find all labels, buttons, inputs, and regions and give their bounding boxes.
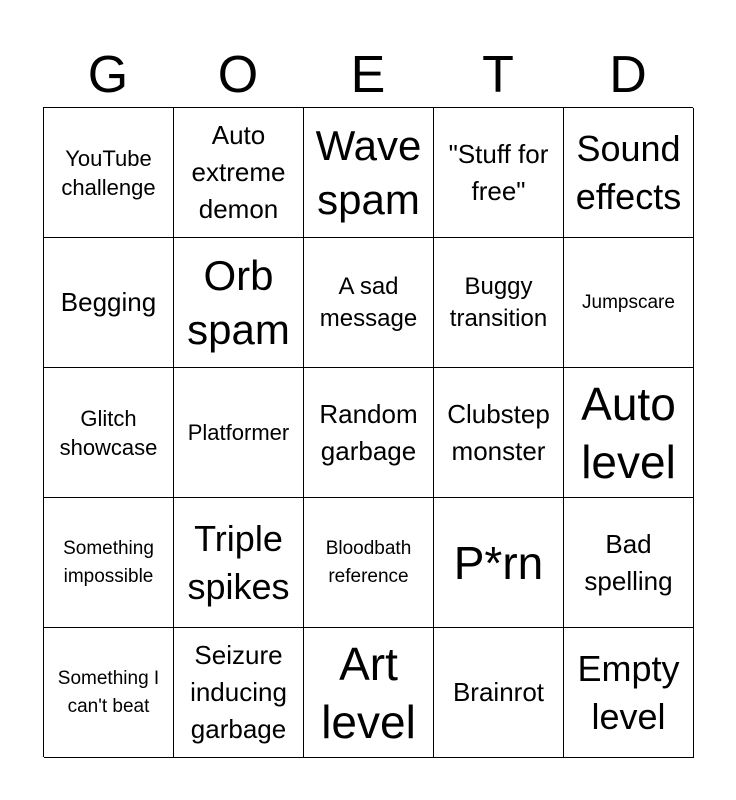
cell-label: Sound effects (575, 127, 682, 217)
cell-label: P*rn (453, 536, 544, 589)
bingo-cell-r3c5[interactable] (564, 368, 694, 498)
cell-label: Empty level (577, 647, 680, 737)
cell-label: Glitch showcase (59, 405, 158, 460)
bingo-cell-r1c4[interactable] (434, 108, 564, 238)
bingo-header (43, 44, 693, 106)
header-letter-t: T (482, 46, 514, 104)
cell-label: YouTube challenge (61, 145, 156, 200)
cell-label: Something impossible (63, 537, 154, 587)
bingo-cell-r4c2[interactable] (174, 498, 304, 628)
bingo-cell-r3c1[interactable] (44, 368, 174, 498)
cell-label: Seizure inducing garbage (190, 640, 287, 744)
cell-label: Jumpscare (582, 291, 675, 313)
bingo-cell-r3c2[interactable] (174, 368, 304, 498)
bingo-cell-r5c4[interactable] (434, 628, 564, 758)
cell-label: Platformer (187, 420, 290, 445)
cell-label: "Stuff for free" (448, 138, 549, 206)
bingo-cell-r1c5[interactable] (564, 108, 694, 238)
cell-label: Triple spikes (187, 517, 290, 607)
bingo-cell-r4c4[interactable] (434, 498, 564, 628)
cell-label: Something I can't beat (57, 667, 160, 717)
header-letter-o: O (217, 46, 259, 104)
cell-label: Auto level (581, 377, 676, 488)
cell-label: Orb spam (187, 251, 290, 353)
bingo-cell-r5c5[interactable] (564, 628, 694, 758)
cell-label: Wave spam (315, 121, 422, 223)
bingo-cell-r2c4[interactable] (434, 238, 564, 368)
bingo-cell-r2c2[interactable] (174, 238, 304, 368)
bingo-cell-r1c1[interactable] (44, 108, 174, 238)
cell-label: Auto extreme demon (191, 120, 286, 224)
bingo-cell-r5c2[interactable] (174, 628, 304, 758)
header-letter-g: G (87, 46, 129, 104)
bingo-cell-r2c1[interactable] (44, 238, 174, 368)
cell-label: Art level (321, 637, 416, 748)
bingo-cell-r1c3[interactable] (304, 108, 434, 238)
cell-label: Begging (60, 287, 157, 317)
cell-label: Bloodbath reference (325, 537, 412, 587)
cell-label: Random garbage (319, 398, 418, 466)
bingo-cell-r3c3[interactable] (304, 368, 434, 498)
bingo-card (43, 107, 693, 757)
header-letter-e: E (350, 46, 386, 104)
cell-label: Brainrot (452, 677, 545, 707)
bingo-cell-r2c5[interactable] (564, 238, 694, 368)
bingo-cell-r3c4[interactable] (434, 368, 564, 498)
cell-label: Buggy transition (449, 272, 548, 332)
bingo-cell-r5c3[interactable] (304, 628, 434, 758)
bingo-cell-r5c1[interactable] (44, 628, 174, 758)
cell-label: Bad spelling (584, 528, 673, 596)
bingo-cell-r4c5[interactable] (564, 498, 694, 628)
bingo-cell-r4c3[interactable] (304, 498, 434, 628)
bingo-cell-r1c2[interactable] (174, 108, 304, 238)
bingo-cell-r2c3[interactable] (304, 238, 434, 368)
header-letter-d: D (609, 46, 647, 104)
cell-label: A sad message (319, 272, 418, 332)
cell-label: Clubstep monster (447, 398, 550, 466)
bingo-cell-r4c1[interactable] (44, 498, 174, 628)
